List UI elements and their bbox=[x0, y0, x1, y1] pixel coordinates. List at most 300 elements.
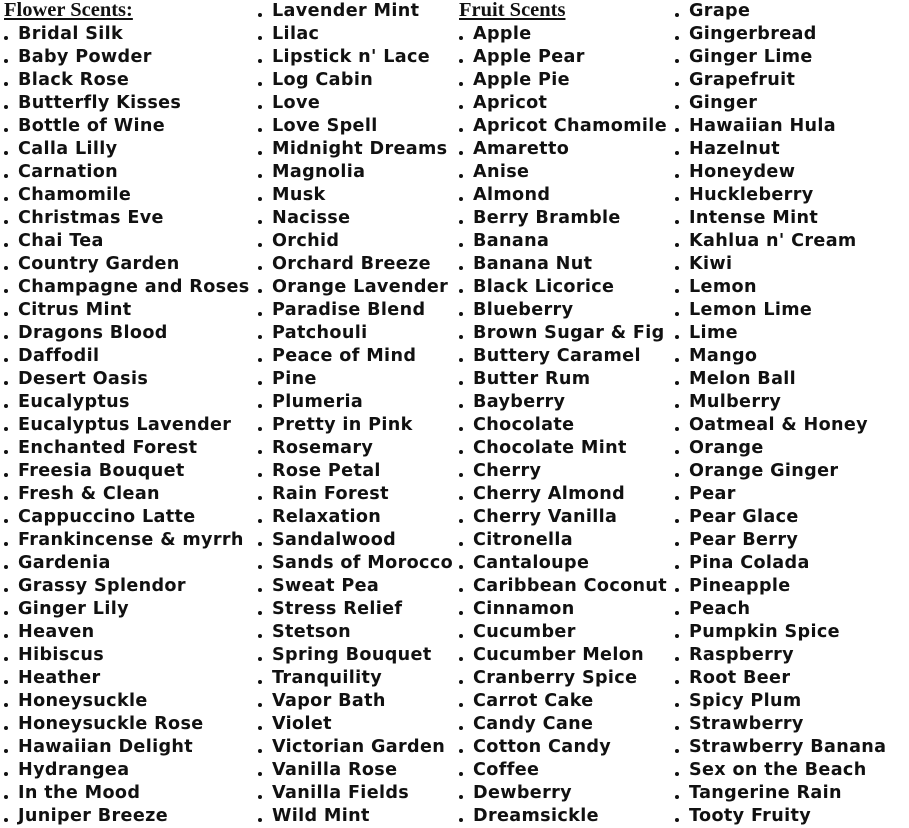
scent-list-item bbox=[459, 644, 667, 667]
scent-name: Daffodil bbox=[18, 346, 100, 366]
bullet-icon bbox=[459, 818, 463, 822]
bullet-icon bbox=[459, 358, 463, 362]
scent-list-item bbox=[459, 345, 667, 368]
bullet-icon bbox=[459, 381, 463, 385]
bullet-icon bbox=[459, 611, 463, 615]
bullet-icon bbox=[459, 266, 463, 270]
scent-name: Eucalyptus Lavender bbox=[18, 415, 232, 435]
scent-list-item bbox=[459, 506, 667, 529]
scent-list-item bbox=[4, 138, 250, 161]
scent-list-item bbox=[459, 230, 667, 253]
scent-list-item bbox=[4, 161, 250, 184]
scent-name: Calla Lilly bbox=[18, 139, 118, 159]
bullet-icon bbox=[675, 542, 679, 546]
fruit-scents-column-1 bbox=[459, 0, 667, 828]
bullet-icon bbox=[459, 542, 463, 546]
scent-name: Spring Bouquet bbox=[272, 645, 432, 665]
scent-name: Patchouli bbox=[272, 323, 368, 343]
scent-name: Butter Rum bbox=[473, 369, 591, 389]
scent-list-item bbox=[258, 368, 453, 391]
scent-name: Chocolate bbox=[473, 415, 575, 435]
scent-name: Ginger Lime bbox=[689, 47, 813, 67]
scent-list-item bbox=[459, 69, 667, 92]
bullet-icon bbox=[675, 772, 679, 776]
scent-list-item bbox=[258, 460, 453, 483]
bullet-icon bbox=[258, 450, 262, 454]
bullet-icon bbox=[459, 312, 463, 316]
scent-name: Love bbox=[272, 93, 321, 113]
scent-name: Mango bbox=[689, 346, 758, 366]
scent-name: Apple Pear bbox=[473, 47, 585, 67]
scent-list-item bbox=[4, 575, 250, 598]
scent-list-item bbox=[675, 46, 886, 69]
bullet-icon bbox=[4, 634, 8, 638]
bullet-icon bbox=[675, 335, 679, 339]
scent-name: Country Garden bbox=[18, 254, 180, 274]
scent-list-item bbox=[675, 322, 886, 345]
scent-list-item bbox=[258, 299, 453, 322]
scent-name: Freesia Bouquet bbox=[18, 461, 185, 481]
scent-name: Peach bbox=[689, 599, 751, 619]
bullet-icon bbox=[675, 151, 679, 155]
scent-name: Sex on the Beach bbox=[689, 760, 867, 780]
scent-name: Sandalwood bbox=[272, 530, 397, 550]
scent-name: Love Spell bbox=[272, 116, 378, 136]
scent-name: Pumpkin Spice bbox=[689, 622, 840, 642]
scent-list-item bbox=[4, 667, 250, 690]
scent-list-item bbox=[459, 460, 667, 483]
bullet-icon bbox=[675, 634, 679, 638]
bullet-icon bbox=[4, 36, 8, 40]
scent-name: Blueberry bbox=[473, 300, 574, 320]
bullet-icon bbox=[258, 266, 262, 270]
bullet-icon bbox=[258, 519, 262, 523]
bullet-icon bbox=[459, 795, 463, 799]
scent-name: Vanilla Rose bbox=[272, 760, 398, 780]
scent-list-item bbox=[4, 276, 250, 299]
scent-name: Caribbean Coconut bbox=[473, 576, 668, 596]
scent-list-item bbox=[258, 0, 453, 23]
scent-name: Stetson bbox=[272, 622, 351, 642]
scent-list-item bbox=[258, 506, 453, 529]
bullet-icon bbox=[675, 36, 679, 40]
bullet-icon bbox=[675, 312, 679, 316]
bullet-icon bbox=[459, 634, 463, 638]
scent-list-item bbox=[459, 782, 667, 805]
scent-name: Christmas Eve bbox=[18, 208, 164, 228]
bullet-icon bbox=[4, 795, 8, 799]
scent-name: Paradise Blend bbox=[272, 300, 426, 320]
scent-list-item bbox=[258, 621, 453, 644]
scent-name: Eucalyptus bbox=[18, 392, 130, 412]
scent-list-item bbox=[459, 299, 667, 322]
scent-list-item bbox=[459, 529, 667, 552]
bullet-icon bbox=[675, 289, 679, 293]
scent-list-item bbox=[258, 69, 453, 92]
bullet-icon bbox=[258, 496, 262, 500]
scent-list-item bbox=[675, 690, 886, 713]
scent-list-item bbox=[675, 460, 886, 483]
bullet-icon bbox=[258, 473, 262, 477]
scent-list-item bbox=[258, 253, 453, 276]
scent-list-item bbox=[4, 299, 250, 322]
scent-name: Rose Petal bbox=[272, 461, 381, 481]
scent-name: Huckleberry bbox=[689, 185, 814, 205]
bullet-icon bbox=[675, 128, 679, 132]
bullet-icon bbox=[459, 82, 463, 86]
scent-name: Spicy Plum bbox=[689, 691, 802, 711]
bullet-icon bbox=[258, 657, 262, 661]
bullet-icon bbox=[258, 312, 262, 316]
scent-name: Pear Berry bbox=[689, 530, 799, 550]
scent-name: Strawberry bbox=[689, 714, 804, 734]
scent-name: Apple bbox=[473, 24, 532, 44]
scent-list-item bbox=[258, 690, 453, 713]
fruit-scents-list-2 bbox=[675, 0, 886, 828]
scent-name: Cappuccino Latte bbox=[18, 507, 196, 527]
scent-name: Sweat Pea bbox=[272, 576, 380, 596]
scent-list-item bbox=[4, 322, 250, 345]
scent-list-item bbox=[459, 713, 667, 736]
scent-name: Chai Tea bbox=[18, 231, 104, 251]
scent-list-item bbox=[675, 0, 886, 23]
scent-name: Lemon Lime bbox=[689, 300, 813, 320]
scent-list-item bbox=[258, 575, 453, 598]
scent-name: Honeydew bbox=[689, 162, 796, 182]
scent-list-item bbox=[675, 207, 886, 230]
scent-name: Lipstick n' Lace bbox=[272, 47, 431, 67]
scent-name: Kahlua n' Cream bbox=[689, 231, 857, 251]
bullet-icon bbox=[675, 473, 679, 477]
scent-list-item bbox=[4, 23, 250, 46]
scent-name: Pineapple bbox=[689, 576, 791, 596]
bullet-icon bbox=[675, 749, 679, 753]
bullet-icon bbox=[4, 703, 8, 707]
scent-name: Orchid bbox=[272, 231, 340, 251]
bullet-icon bbox=[4, 266, 8, 270]
scent-name: Cranberry Spice bbox=[473, 668, 638, 688]
scent-name: Dreamsickle bbox=[473, 806, 599, 826]
scent-list-item bbox=[4, 92, 250, 115]
bullet-icon bbox=[675, 243, 679, 247]
scent-name: Cinnamon bbox=[473, 599, 575, 619]
scent-name: Grapefruit bbox=[689, 70, 796, 90]
scent-name: Cherry Almond bbox=[473, 484, 626, 504]
scent-list-item bbox=[675, 391, 886, 414]
bullet-icon bbox=[258, 335, 262, 339]
bullet-icon bbox=[4, 818, 8, 822]
scent-name: Intense Mint bbox=[689, 208, 819, 228]
bullet-icon bbox=[258, 105, 262, 109]
scent-name: Tangerine Rain bbox=[689, 783, 842, 803]
scent-name: Peace of Mind bbox=[272, 346, 417, 366]
scent-list-item bbox=[258, 161, 453, 184]
scent-list-item bbox=[675, 759, 886, 782]
scent-list-item bbox=[4, 391, 250, 414]
scent-name: Chocolate Mint bbox=[473, 438, 627, 458]
scent-list-item bbox=[459, 598, 667, 621]
bullet-icon bbox=[4, 381, 8, 385]
bullet-icon bbox=[459, 128, 463, 132]
scent-name: Hydrangea bbox=[18, 760, 130, 780]
scent-list-item bbox=[4, 483, 250, 506]
scent-list-item bbox=[675, 644, 886, 667]
scent-list-item bbox=[258, 184, 453, 207]
scent-name: Citronella bbox=[473, 530, 574, 550]
bullet-icon bbox=[459, 220, 463, 224]
flower-scents-column-2 bbox=[258, 0, 453, 828]
scent-name: Root Beer bbox=[689, 668, 791, 688]
scent-list-item bbox=[459, 368, 667, 391]
scent-name: Midnight Dreams bbox=[272, 139, 448, 159]
scent-name: Strawberry Banana bbox=[689, 737, 887, 757]
bullet-icon bbox=[258, 634, 262, 638]
scent-list-item bbox=[4, 253, 250, 276]
scent-list-item bbox=[675, 713, 886, 736]
scent-name: Apple Pie bbox=[473, 70, 570, 90]
bullet-icon bbox=[675, 82, 679, 86]
scent-name: Coffee bbox=[473, 760, 540, 780]
bullet-icon bbox=[4, 772, 8, 776]
scent-list-item bbox=[258, 759, 453, 782]
bullet-icon bbox=[459, 36, 463, 40]
bullet-icon bbox=[4, 404, 8, 408]
bullet-icon bbox=[675, 358, 679, 362]
bullet-icon bbox=[4, 611, 8, 615]
bullet-icon bbox=[459, 588, 463, 592]
scent-list-item bbox=[4, 736, 250, 759]
bullet-icon bbox=[675, 795, 679, 799]
scent-list-item bbox=[258, 207, 453, 230]
scent-name: Musk bbox=[272, 185, 326, 205]
scent-name: Grassy Splendor bbox=[18, 576, 186, 596]
bullet-icon bbox=[675, 13, 679, 17]
scent-name: Relaxation bbox=[272, 507, 382, 527]
bullet-icon bbox=[4, 128, 8, 132]
scent-name: Pear Glace bbox=[689, 507, 799, 527]
scent-list-item bbox=[258, 667, 453, 690]
fruit-scents-column-2 bbox=[675, 0, 886, 828]
scent-list-item bbox=[4, 69, 250, 92]
scent-name: Kiwi bbox=[689, 254, 733, 274]
scent-name: Log Cabin bbox=[272, 70, 374, 90]
bullet-icon bbox=[4, 82, 8, 86]
bullet-icon bbox=[4, 151, 8, 155]
bullet-icon bbox=[4, 726, 8, 730]
scent-list-item bbox=[675, 414, 886, 437]
scent-name: Buttery Caramel bbox=[473, 346, 641, 366]
scent-name: Vanilla Fields bbox=[272, 783, 410, 803]
scent-name: Banana Nut bbox=[473, 254, 593, 274]
scent-list-item bbox=[258, 345, 453, 368]
bullet-icon bbox=[258, 197, 262, 201]
scent-name: Ginger Lily bbox=[18, 599, 129, 619]
scent-name: Carnation bbox=[18, 162, 119, 182]
bullet-icon bbox=[258, 36, 262, 40]
bullet-icon bbox=[459, 450, 463, 454]
scent-name: Ginger bbox=[689, 93, 758, 113]
scent-name: Bayberry bbox=[473, 392, 566, 412]
bullet-icon bbox=[459, 496, 463, 500]
scent-name: Hawaiian Delight bbox=[18, 737, 194, 757]
bullet-icon bbox=[675, 450, 679, 454]
scent-list-item bbox=[459, 437, 667, 460]
scent-name: Honeysuckle Rose bbox=[18, 714, 204, 734]
scent-name: Lilac bbox=[272, 24, 320, 44]
bullet-icon bbox=[258, 404, 262, 408]
scent-name: Fresh & Clean bbox=[18, 484, 160, 504]
scent-list-item bbox=[675, 368, 886, 391]
scent-name: Hibiscus bbox=[18, 645, 105, 665]
scent-list-item bbox=[675, 621, 886, 644]
scent-list-item bbox=[459, 552, 667, 575]
bullet-icon bbox=[675, 381, 679, 385]
scent-list-item bbox=[4, 345, 250, 368]
bullet-icon bbox=[258, 818, 262, 822]
bullet-icon bbox=[675, 404, 679, 408]
scent-name: Apricot bbox=[473, 93, 548, 113]
bullet-icon bbox=[4, 680, 8, 684]
scent-list-item bbox=[675, 184, 886, 207]
scent-list-item bbox=[4, 529, 250, 552]
scent-list-item bbox=[4, 782, 250, 805]
scent-list-item bbox=[4, 207, 250, 230]
bullet-icon bbox=[4, 519, 8, 523]
fruit-scents-heading: Fruit Scents bbox=[459, 0, 566, 21]
bullet-icon bbox=[459, 703, 463, 707]
scent-list-item bbox=[675, 483, 886, 506]
bullet-icon bbox=[258, 59, 262, 63]
scent-list-item bbox=[675, 23, 886, 46]
scent-name: Butterfly Kisses bbox=[18, 93, 182, 113]
bullet-icon bbox=[4, 657, 8, 661]
scent-name: Magnolia bbox=[272, 162, 366, 182]
bullet-icon bbox=[675, 726, 679, 730]
scent-name: Bridal Silk bbox=[18, 24, 124, 44]
scent-list-item bbox=[4, 414, 250, 437]
scent-name: Desert Oasis bbox=[18, 369, 149, 389]
scent-list-item bbox=[258, 483, 453, 506]
scent-name: Gingerbread bbox=[689, 24, 817, 44]
bullet-icon bbox=[258, 726, 262, 730]
scent-list-item bbox=[675, 92, 886, 115]
scent-name: Brown Sugar & Fig bbox=[473, 323, 665, 343]
scent-list-item bbox=[675, 575, 886, 598]
scent-name: Orange Ginger bbox=[689, 461, 839, 481]
bullet-icon bbox=[459, 174, 463, 178]
scent-name: Melon Ball bbox=[689, 369, 797, 389]
bullet-icon bbox=[4, 358, 8, 362]
bullet-icon bbox=[675, 59, 679, 63]
scent-list-item bbox=[675, 529, 886, 552]
bullet-icon bbox=[258, 13, 262, 17]
flower-scents-heading: Flower Scents: bbox=[4, 0, 133, 21]
scent-list-item bbox=[459, 138, 667, 161]
scent-name: Pretty in Pink bbox=[272, 415, 413, 435]
scent-name: Black Licorice bbox=[473, 277, 615, 297]
scent-name: Pina Colada bbox=[689, 553, 810, 573]
bullet-icon bbox=[675, 588, 679, 592]
scent-name: Grape bbox=[689, 1, 751, 21]
bullet-icon bbox=[258, 358, 262, 362]
scent-list-item bbox=[675, 138, 886, 161]
scent-list-item bbox=[4, 621, 250, 644]
scent-list-item bbox=[4, 437, 250, 460]
bullet-icon bbox=[4, 105, 8, 109]
bullet-icon bbox=[4, 197, 8, 201]
scent-name: Tooty Fruity bbox=[689, 806, 812, 826]
scent-list-item bbox=[4, 460, 250, 483]
scent-name: Amaretto bbox=[473, 139, 570, 159]
scent-name: Stress Relief bbox=[272, 599, 403, 619]
bullet-icon bbox=[258, 151, 262, 155]
scent-name: Pine bbox=[272, 369, 317, 389]
scent-name: Oatmeal & Honey bbox=[689, 415, 868, 435]
bullet-icon bbox=[4, 450, 8, 454]
bullet-icon bbox=[675, 197, 679, 201]
bullet-icon bbox=[258, 427, 262, 431]
scent-list-item bbox=[459, 575, 667, 598]
scent-name: Plumeria bbox=[272, 392, 364, 412]
scent-list-item bbox=[459, 23, 667, 46]
scent-list-item bbox=[459, 184, 667, 207]
bullet-icon bbox=[459, 335, 463, 339]
bullet-icon bbox=[258, 749, 262, 753]
bullet-icon bbox=[258, 565, 262, 569]
bullet-icon bbox=[459, 772, 463, 776]
scent-name: Black Rose bbox=[18, 70, 130, 90]
scent-name: Frankincense & myrrh bbox=[18, 530, 244, 550]
bullet-icon bbox=[4, 289, 8, 293]
scent-name: In the Mood bbox=[18, 783, 141, 803]
scent-list-item bbox=[459, 391, 667, 414]
bullet-icon bbox=[4, 312, 8, 316]
bullet-icon bbox=[258, 611, 262, 615]
scent-list-item bbox=[459, 483, 667, 506]
bullet-icon bbox=[4, 427, 8, 431]
scent-name: Candy Cane bbox=[473, 714, 594, 734]
bullet-icon bbox=[675, 220, 679, 224]
bullet-icon bbox=[459, 427, 463, 431]
fruit-scents-list-1 bbox=[459, 23, 667, 828]
bullet-icon bbox=[4, 565, 8, 569]
scent-list-item bbox=[459, 253, 667, 276]
scent-name: Wild Mint bbox=[272, 806, 370, 826]
scent-list-item bbox=[4, 598, 250, 621]
scent-list-item bbox=[258, 552, 453, 575]
bullet-icon bbox=[459, 680, 463, 684]
scent-name: Honeysuckle bbox=[18, 691, 148, 711]
scent-list-item bbox=[258, 230, 453, 253]
scent-list-item bbox=[459, 736, 667, 759]
bullet-icon bbox=[459, 289, 463, 293]
scent-name: Berry Bramble bbox=[473, 208, 621, 228]
scent-name: Carrot Cake bbox=[473, 691, 594, 711]
scent-name: Mulberry bbox=[689, 392, 782, 412]
scent-list-item bbox=[258, 414, 453, 437]
scent-list-item bbox=[675, 667, 886, 690]
scent-list-item bbox=[4, 759, 250, 782]
bullet-icon bbox=[258, 82, 262, 86]
scent-name: Cantaloupe bbox=[473, 553, 590, 573]
bullet-icon bbox=[675, 818, 679, 822]
scent-list-item bbox=[258, 391, 453, 414]
scent-name: Citrus Mint bbox=[18, 300, 132, 320]
bullet-icon bbox=[258, 128, 262, 132]
scent-name: Enchanted Forest bbox=[18, 438, 198, 458]
scent-name: Vapor Bath bbox=[272, 691, 386, 711]
scent-list-item bbox=[459, 759, 667, 782]
